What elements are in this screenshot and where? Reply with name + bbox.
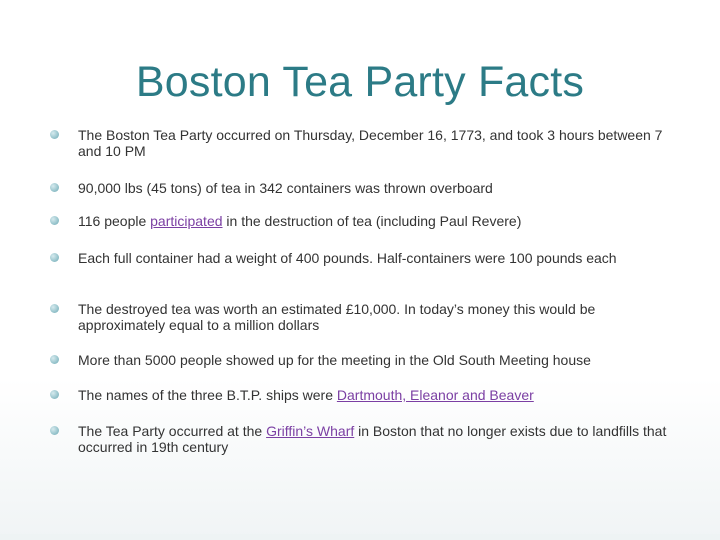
bullet-text-pre: The names of the three B.T.P. ships were	[78, 387, 337, 403]
bullet-text: More than 5000 people showed up for the meeting in the Old South Meeting house	[78, 352, 591, 368]
griffins-wharf-link[interactable]: Griffin’s Wharf	[266, 423, 355, 439]
footer-bar	[0, 534, 720, 540]
bullet-text-pre: 116 people	[78, 213, 151, 229]
participated-link[interactable]: participated	[150, 213, 223, 229]
bullet-text	[78, 387, 680, 403]
bullet-dot-icon	[50, 355, 59, 364]
bullet-text-post: in Boston that no longer exists due to landfills that occurred in 19th century	[78, 423, 667, 455]
bullet-text-pre: The Tea Party occurred at the	[78, 423, 267, 439]
bullet-text	[78, 423, 680, 455]
bullet-text	[78, 213, 680, 229]
bullet-dot-icon	[50, 130, 59, 139]
bullet-text: The destroyed tea was worth an estimated £10,000. In today’s money this would be approximately equal to a million dollars	[78, 301, 596, 333]
bullet-dot-icon	[50, 253, 59, 262]
slide-title: Boston Tea Party Facts	[135, 58, 585, 106]
bullet-text-post: in the destruction of tea (including Paul Revere)	[222, 213, 522, 229]
bullet-dot-icon	[50, 216, 59, 225]
bullet-dot-icon	[50, 390, 59, 399]
bullet-text: Each full container had a weight of 400 pounds. Half-containers were 100 pounds each	[78, 250, 617, 266]
bullet-dot-icon	[50, 304, 59, 313]
bullet-dot-icon	[50, 183, 59, 192]
ships-link[interactable]: Dartmouth, Eleanor and Beaver	[336, 387, 534, 403]
bullet-text: 90,000 lbs (45 tons) of tea in 342 containers was thrown overboard	[78, 180, 493, 196]
bullet-text: The Boston Tea Party occurred on Thursday, December 16, 1773, and took 3 hours between 7 and 10 PM	[78, 127, 663, 159]
bullet-dot-icon	[50, 426, 59, 435]
